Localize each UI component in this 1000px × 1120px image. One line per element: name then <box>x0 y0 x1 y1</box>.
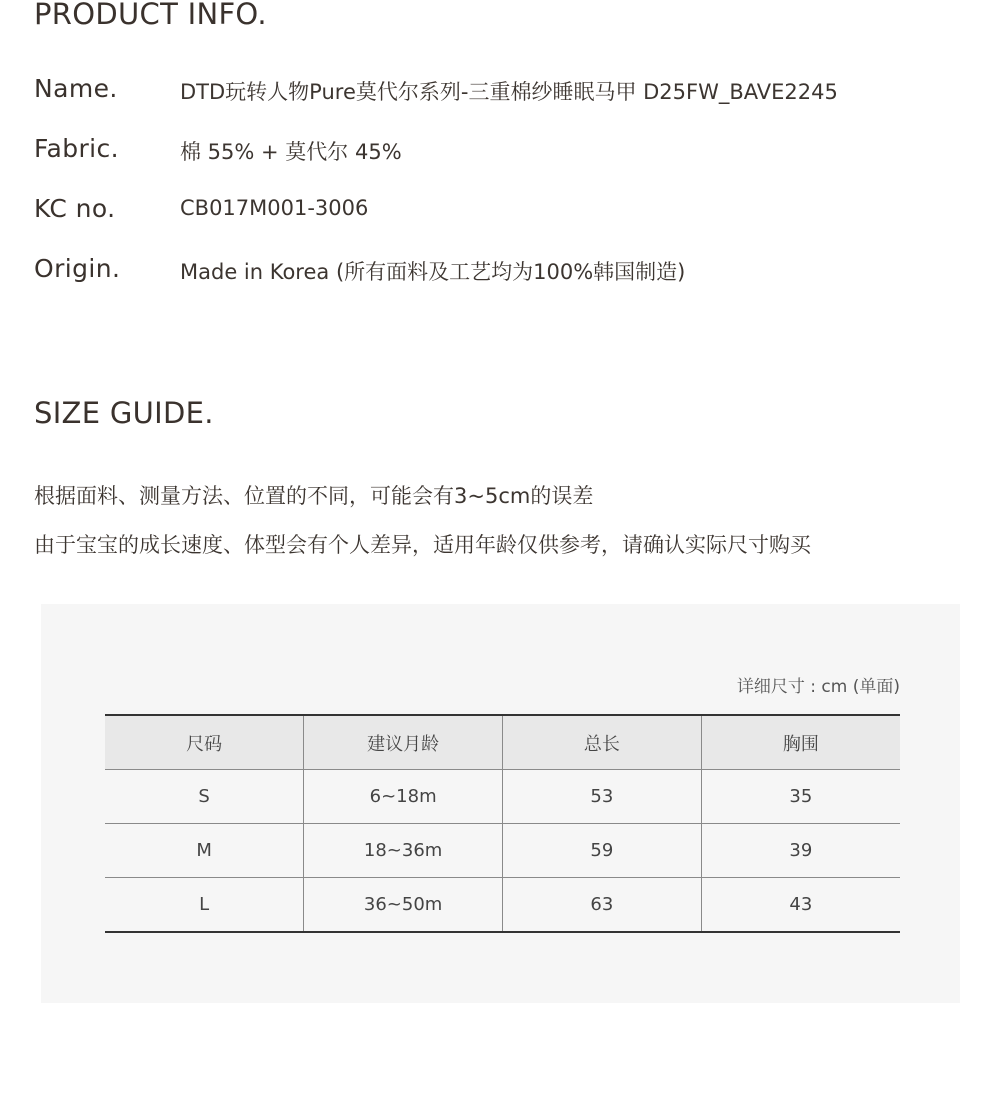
info-label: Name. <box>34 74 118 103</box>
info-label: Fabric. <box>34 134 119 163</box>
size-note-age: 由于宝宝的成长速度、体型会有个人差异，适用年龄仅供参考，请确认实际尺寸购买 <box>34 533 811 557</box>
size-table <box>105 714 900 933</box>
cell-length: 59 <box>503 824 702 878</box>
info-row-origin <box>34 254 974 288</box>
header-age: 建议月龄 <box>304 715 503 770</box>
header-chest: 胸围 <box>701 715 900 770</box>
cell-chest: 43 <box>701 878 900 933</box>
product-info-title: PRODUCT INFO. <box>34 0 267 31</box>
info-value: 棉 55% + 莫代尔 45% <box>180 140 402 164</box>
table-row <box>105 878 900 933</box>
cell-size: S <box>105 770 304 824</box>
info-value: Made in Korea (所有面料及工艺均为100%韩国制造) <box>180 260 686 284</box>
cell-size: M <box>105 824 304 878</box>
cell-age: 36~50m <box>304 878 503 933</box>
table-row <box>105 824 900 878</box>
header-size: 尺码 <box>105 715 304 770</box>
size-guide-title: SIZE GUIDE. <box>34 396 214 430</box>
size-note-measurement: 根据面料、测量方法、位置的不同，可能会有3~5cm的误差 <box>34 484 594 508</box>
size-guide-panel <box>41 604 960 1003</box>
cell-size: L <box>105 878 304 933</box>
cell-age: 18~36m <box>304 824 503 878</box>
info-row-kc-no <box>34 194 974 228</box>
cell-chest: 35 <box>701 770 900 824</box>
cell-chest: 39 <box>701 824 900 878</box>
cell-length: 63 <box>503 878 702 933</box>
info-row-fabric <box>34 134 974 168</box>
table-row <box>105 770 900 824</box>
info-label: Origin. <box>34 254 121 283</box>
table-header-row <box>105 715 900 770</box>
info-value: DTD玩转人物Pure莫代尔系列-三重棉纱睡眠马甲 D25FW_BAVE2245 <box>180 80 838 104</box>
unit-note: 详细尺寸 : cm (单面) <box>736 677 900 697</box>
info-row-name <box>34 74 974 108</box>
info-value: CB017M001-3006 <box>180 196 369 220</box>
cell-length: 53 <box>503 770 702 824</box>
cell-age: 6~18m <box>304 770 503 824</box>
header-length: 总长 <box>503 715 702 770</box>
info-label: KC no. <box>34 194 116 223</box>
